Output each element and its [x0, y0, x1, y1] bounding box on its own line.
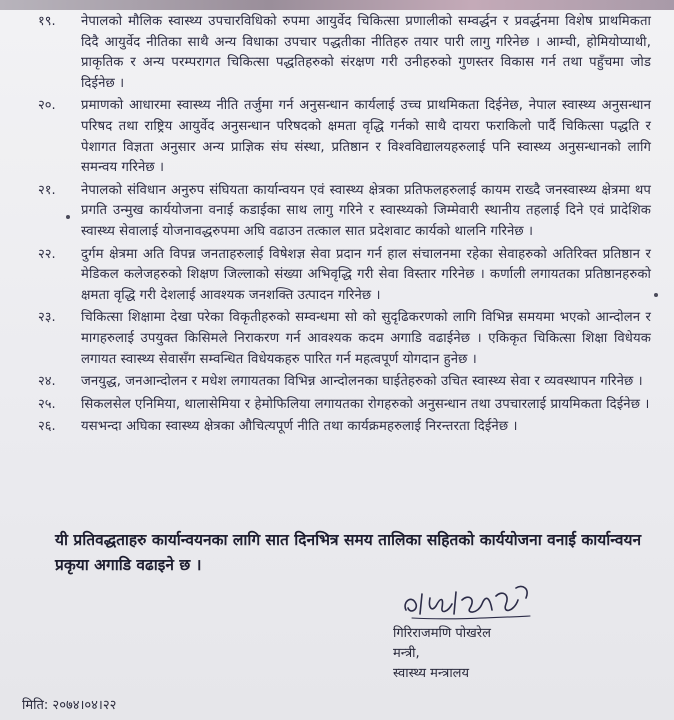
item-number: २०.	[38, 98, 56, 114]
commitment-item-23	[0, 308, 674, 370]
signatory-ministry: स्वास्थ्य मन्त्रालय	[393, 666, 470, 681]
commitment-list	[0, 12, 674, 440]
item-text: नेपालको मौलिक स्वास्थ्य उपचारविधिको रुपमा आयुर्वेद चिकित्सा प्रणालीको सम्वर्द्धन र प्रवर्द्धनमा विशेष प्राथमिकता दिदै आयुर्वेद नीतिका साथै अन्य विधाका उपचार पद्धतीका नीतिहरु तयार पारी लागु गरिनेछ । आम्ची, होमियोप्याथी, प्राकृतिक र अन्य परम्परागत चिकित्सा पद्धतिहरुको संरक्षण गरी उनीहरुको गुणस्तर विकास गर्न तथा पहुँचमा जोड दिईनेछ ।	[81, 14, 651, 91]
item-text: दुर्गम क्षेत्रमा अति विपन्न जनताहरुलाई विषेशज्ञ सेवा प्रदान गर्न हाल संचालनमा रहेका सेवाहरुको अतिरिक्त प्रतिष्ठान र मेडिकल कलेजहरुको शिक्षण जिल्लाको संख्या अभिवृद्धि गरी सेवा विस्तार गरिनेछ । कर्णाली लगायतका प्रतिष्ठानहरुको क्षमता वृद्धि गरी देशलाई आवश्यक जनशक्ति उत्पादन गरिनेछ ।	[81, 246, 651, 303]
item-number: १९.	[38, 14, 56, 29]
item-text: प्रमाणको आधारमा स्वास्थ्य नीति तर्जुमा गर्न अनुसन्धान कार्यलाई उच्च प्राथमिकता दिईनेछ, नेपाल स्वास्थ्य अनुसन्धान परिषद तथा राष्ट्रिय आयुर्वेद अनुसन्धान परिषदको क्षमता वृद्धि गर्नको साथै दायरा फराकिलो पार्दै चिकित्सा पद्धति र पेशागत विज्ञता अनुसार अन्य प्राज्ञिक संघ संस्था, प्रतिष्ठान र विश्वविद्यालयहरुलाई पनि स्वास्थ्य अनुसन्धानको लागि समन्वय गरिनेछ ।	[81, 98, 651, 176]
ink-dot-mark	[654, 293, 658, 297]
commitment-item-24	[0, 372, 674, 393]
item-number: २४.	[38, 374, 56, 390]
top-background-strip	[0, 0, 674, 10]
item-text: नेपालको संविधान अनुरुप संघियता कार्यान्वयन एवं स्वास्थ्य क्षेत्रका प्रतिफलहरुलाई कायम राख्दै जनस्वास्थ्य क्षेत्रमा थप प्रगति उन्मुख कार्ययोजना वनाई कडाईका साथ लागु गरिने र स्वास्थ्यको जिम्मेवारी स्थानीय तहलाई दिने एवं प्रादेशिक स्वास्थ्य सेवालाई योजनावद्धरुपमा अघि वढाउन तत्काल सात प्रदेशवाट कार्यको थालनि गरिनेछ ।	[81, 182, 651, 239]
item-number: २५.	[38, 396, 56, 412]
item-number: २१.	[38, 182, 56, 198]
signatory-title: मन्त्री,	[393, 646, 420, 661]
handwritten-signature	[398, 580, 538, 626]
item-number: २२.	[38, 246, 56, 262]
commitment-item-21	[0, 181, 674, 243]
item-text: सिकलसेल एनिमिया, थालासेमिया र हेमोफिलिया लगायतका रोगहरुको अनुसन्धान तथा उपचारलाई प्रायमिकता दिईनेछ ।	[81, 396, 650, 412]
signatory-block	[393, 624, 593, 684]
document-date: मिति: २०७४।०४।२२	[22, 698, 117, 713]
closing-statement: यी प्रतिवद्धताहरु कार्यान्वयनका लागि सात दिनभित्र समय तालिका सहितको कार्ययोजना वनाई कार्यान्वयन प्रकृया अगाडि वढाइने छ ।	[55, 531, 642, 574]
item-text: चिकित्सा शिक्षामा देखा परेका विकृतीहरुको सम्वन्धमा सो को सुदृढिकरणको लागि विभिन्न समयमा भएको आन्दोलन र मागहरुलाई उपयुक्त किसिमले निराकरण गर्न आवश्यक कदम अगाडि वढाईनेछ । एकिकृत चिकित्सा शिक्षा विधेयक लगायत स्वास्थ्य सेवासँग सम्वन्धित विधेयकहरु पारित गर्न महत्वपूर्ण योगदान हुनेछ ।	[81, 310, 651, 367]
commitment-item-25	[0, 395, 674, 416]
item-number: २३.	[38, 310, 56, 326]
item-text: जनयुद्ध, जनआन्दोलन र मधेश लगायतका विभिन्न आन्दोलनका घाईतेहरुको उचित स्वास्थ्य सेवा र व्यवस्थापन गरिनेछ ।	[81, 374, 643, 390]
item-text: यसभन्दा अघिका स्वास्थ्य क्षेत्रका औचित्यपूर्ण नीति तथा कार्यक्रमहरुलाई निरन्तरता दिईनेछ ।	[81, 419, 518, 435]
signatory-name: गिरिराजमणि पोखरेल	[393, 626, 491, 641]
commitment-item-20	[0, 96, 674, 178]
ink-dot-mark	[66, 215, 70, 219]
commitment-item-19	[0, 12, 674, 94]
item-number: २६.	[38, 419, 56, 435]
commitment-item-26	[0, 417, 674, 438]
commitment-item-22	[0, 245, 674, 307]
